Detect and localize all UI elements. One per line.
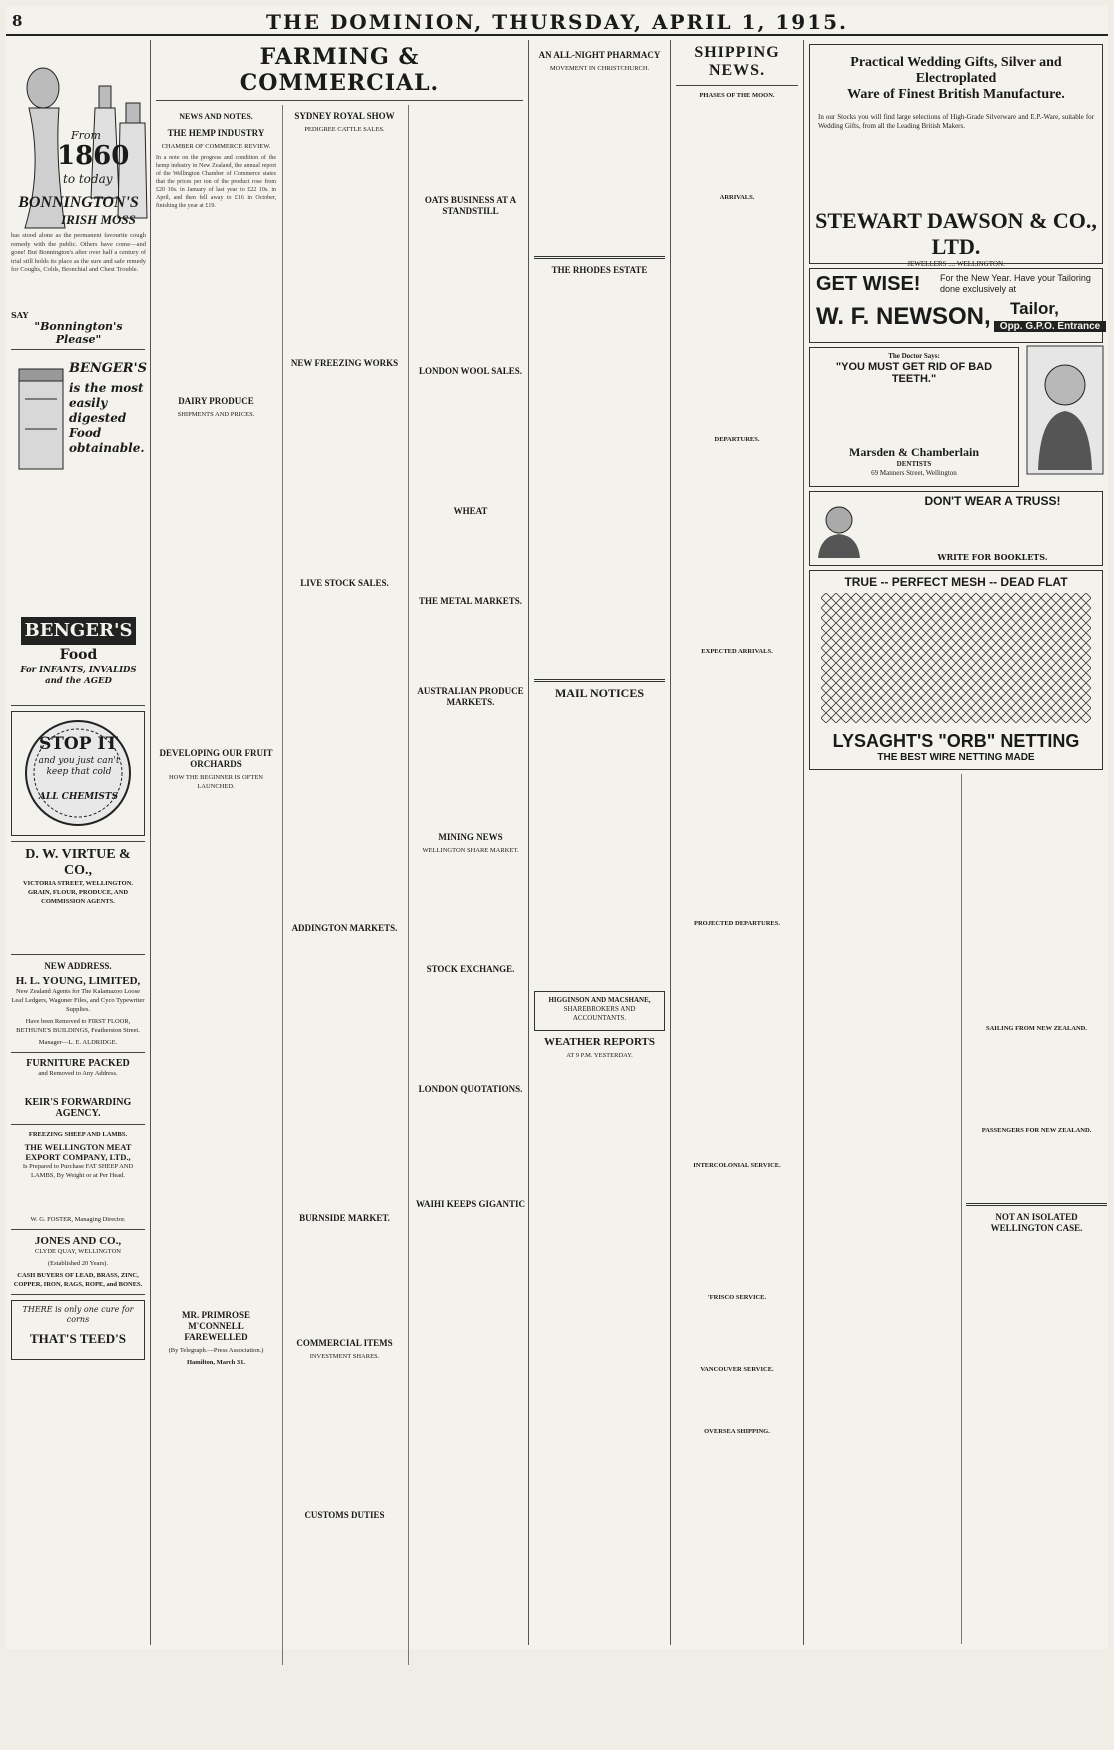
metals-heading: THE METAL MARKETS. bbox=[418, 596, 523, 606]
truss-sub: WRITE FOR BOOKLETS. bbox=[937, 552, 1048, 562]
opp-label: Opp. G.P.O. Entrance bbox=[994, 321, 1106, 332]
marsden-company: Marsden & Chamberlain bbox=[849, 445, 979, 459]
page-number: 8 bbox=[12, 12, 23, 30]
freezing-works-heading: NEW FREEZING WORKS bbox=[290, 358, 399, 368]
young-manager: Manager—L. E. ALDRIDGE. bbox=[38, 1039, 118, 1046]
jones-address: CLYDE QUAY, WELLINGTON bbox=[35, 1248, 121, 1255]
bonnington-brand: BONNINGTON'S bbox=[18, 194, 139, 211]
primrose-subheading: (By Telegraph.—Press Association.) bbox=[168, 1347, 264, 1354]
bonnington-product: IRISH MOSS bbox=[61, 212, 136, 227]
departures-heading: DEPARTURES. bbox=[714, 436, 760, 443]
doctor-portrait-icon bbox=[1026, 345, 1104, 475]
bonnington-please: "Bonnington's Please" bbox=[34, 320, 123, 346]
newyear-label: For the New Year. Have your Tailoring done exclusively at bbox=[940, 273, 1091, 294]
orb-name: LYSAGHT'S "ORB" NETTING bbox=[832, 731, 1080, 751]
young-advert bbox=[11, 961, 145, 1047]
young-company: H. L. YOUNG, LIMITED, bbox=[15, 975, 141, 987]
frisco-heading: 'FRISCO SERVICE. bbox=[707, 1294, 767, 1301]
news-column bbox=[529, 40, 671, 1645]
stopit-title: STOP IT bbox=[38, 734, 119, 754]
truss-heading: DON'T WEAR A TRUSS! bbox=[924, 494, 1061, 508]
young-detail: New Zealand Agents for The Kalamazoo Loose Leaf Ledgers, Wagoner Files, and Cyco Typewriter Supplies. bbox=[11, 988, 145, 1013]
mail-heading: MAIL NOTICES bbox=[554, 686, 645, 700]
customs-heading: CUSTOMS DUTIES bbox=[304, 1510, 385, 1520]
farming-col-a bbox=[156, 105, 276, 1665]
truss-advert bbox=[809, 491, 1103, 566]
rhodes-heading: THE RHODES ESTATE bbox=[551, 265, 648, 275]
moon-heading: PHASES OF THE MOON. bbox=[699, 92, 775, 99]
new-address-heading: NEW ADDRESS. bbox=[44, 961, 112, 971]
stewart-company: STEWART DAWSON & CO., LTD. bbox=[815, 208, 1097, 259]
teeds-line2: THAT'S TEED'S bbox=[30, 1331, 126, 1346]
pharmacy-subheading: MOVEMENT IN CHRISTCHURCH. bbox=[549, 65, 650, 72]
virtue-address: VICTORIA STREET, WELLINGTON. GRAIN, FLOUR, PRODUCE, AND COMMISSION AGENTS. bbox=[22, 880, 134, 905]
teeds-advert bbox=[11, 1300, 145, 1360]
getwise-label: GET WISE! bbox=[816, 273, 921, 295]
keir-advert bbox=[11, 1058, 145, 1119]
wool-heading: LONDON WOOL SALES. bbox=[418, 366, 523, 376]
notes-col-a bbox=[809, 774, 955, 1644]
young-moved: Have been Removed to FIRST FLOOR, BETHUNE'S BUILDINGS, Featherston Street. bbox=[16, 1018, 140, 1034]
marsden-dentists: DENTISTS bbox=[896, 460, 932, 468]
passengers-heading: PASSENGERS FOR NEW ZEALAND. bbox=[981, 1127, 1092, 1134]
sydney-heading: SYDNEY ROYAL SHOW bbox=[294, 111, 395, 121]
stopit-line: and you just can't keep that cold bbox=[38, 756, 120, 777]
fruit-heading: DEVELOPING OUR FRUIT ORCHARDS bbox=[159, 748, 273, 769]
virtue-name: D. W. VIRTUE & CO., bbox=[25, 847, 131, 878]
notes-subcolumns bbox=[809, 774, 1103, 1644]
hemp-body: In a note on the progress and condition of the hemp industry in New Zealand, the annual report of the Wellington Chamber of Commerce states that the prices per ton of the product rose from £20 10s. in January of last year to £22 10s. in April, and then fell away to £16 in October, finishing the year at £19. bbox=[156, 155, 276, 209]
say-label: SAY bbox=[11, 310, 29, 320]
london-quotations-heading: LONDON QUOTATIONS. bbox=[418, 1084, 523, 1094]
bengers-body bbox=[11, 493, 146, 613]
jones-est: (Established 20 Years). bbox=[48, 1260, 108, 1267]
higginson-sub: SHAREBROKERS AND ACCOUNTANTS. bbox=[563, 1005, 636, 1022]
dairy-heading: DAIRY PRODUCE bbox=[178, 396, 254, 406]
notes-col-b bbox=[961, 774, 1107, 1644]
keir-company: KEIR'S FORWARDING AGENCY. bbox=[24, 1097, 132, 1119]
addington-heading: ADDINGTON MARKETS. bbox=[291, 923, 398, 933]
fruit-subheading: HOW THE BEGINNER IS OFTEN LAUNCHED. bbox=[168, 774, 263, 790]
freezing-heading: FREEZING SHEEP AND LAMBS. bbox=[28, 1131, 128, 1138]
wheat-heading: WHEAT bbox=[453, 506, 488, 516]
masthead bbox=[6, 6, 1108, 36]
farming-title: FARMING & COMMERCIAL. bbox=[239, 44, 440, 96]
primrose-heading: MR. PRIMROSE M'CONNELL FAREWELLED bbox=[182, 1310, 250, 1342]
meat-manager: W. G. FOSTER, Managing Director. bbox=[30, 1216, 126, 1223]
orb-top-line: TRUE -- PERFECT MESH -- DEAD FLAT bbox=[844, 575, 1068, 589]
marsden-address: 69 Manners Street, Wellington bbox=[871, 469, 957, 477]
bengers-food: Food bbox=[59, 647, 98, 663]
higginson-name: HIGGINSON AND MACSHANE, bbox=[548, 996, 651, 1004]
stewart-line1: Practical Wedding Gifts, Silver and Electroplated bbox=[850, 55, 1062, 86]
dairy-subheading: SHIPMENTS AND PRICES. bbox=[177, 411, 255, 418]
vancouver-heading: VANCOUVER SERVICE. bbox=[700, 1366, 774, 1373]
jones-buyers: CASH BUYERS OF LEAD, BRASS, ZINC, COPPER, IRON, RAGS, ROPE, and BONES. bbox=[13, 1272, 143, 1288]
portrait-icon bbox=[814, 500, 864, 560]
hemp-heading: THE HEMP INDUSTRY bbox=[167, 128, 265, 138]
teeds-line1: THERE is only one cure for corns bbox=[22, 1305, 134, 1324]
produce-heading: AUSTRALIAN PRODUCE MARKETS. bbox=[417, 686, 524, 707]
weather-subheading: AT 9 P.M. YESTERDAY. bbox=[566, 1052, 633, 1059]
virtue-advert bbox=[11, 847, 145, 949]
newspaper-title: THE DOMINION, THURSDAY, APRIL 1, 1915. bbox=[265, 10, 849, 34]
tailor-label: Tailor, bbox=[1010, 299, 1059, 318]
hemp-subheading: CHAMBER OF COMMERCE REVIEW. bbox=[161, 143, 271, 150]
bengers-for: For INFANTS, INVALIDS and the AGED bbox=[20, 665, 137, 686]
farming-col-b bbox=[282, 105, 402, 1665]
jones-name: JONES AND CO., bbox=[34, 1235, 122, 1247]
mining-subheading: WELLINGTON SHARE MARKET. bbox=[422, 847, 519, 854]
stewart-line2: Ware of Finest British Manufacture. bbox=[847, 87, 1065, 102]
farming-subcolumns bbox=[156, 105, 526, 1665]
arrivals-heading: ARRIVALS. bbox=[719, 194, 755, 201]
sydney-subheading: PEDIGREE CATTLE SALES. bbox=[304, 126, 385, 133]
jones-advert bbox=[11, 1235, 145, 1289]
newson-advert bbox=[809, 268, 1103, 343]
stock-exchange-heading: STOCK EXCHANGE. bbox=[426, 964, 515, 974]
news-notes-heading: NEWS AND NOTES. bbox=[179, 112, 253, 121]
wire-mesh-illustration bbox=[821, 593, 1091, 723]
isolated-case-heading: NOT AN ISOLATED WELLINGTON CASE. bbox=[990, 1212, 1083, 1233]
meat-detail: Is Prepared to Purchase FAT SHEEP AND LAMBS, By Weight or at Per Head. bbox=[22, 1163, 134, 1179]
stopit-chemists: ALL CHEMISTS bbox=[38, 792, 119, 802]
shipping-title: SHIPPING NEWS. bbox=[694, 44, 780, 79]
to-today-label: to today bbox=[63, 172, 113, 186]
live-stock-heading: LIVE STOCK SALES. bbox=[300, 578, 389, 588]
newspaper-page bbox=[6, 6, 1108, 1649]
stewart-sub: JEWELLERS .... WELLINGTON. bbox=[907, 260, 1005, 268]
furniture-heading: FURNITURE PACKED bbox=[26, 1058, 130, 1069]
commercial-heading: COMMERCIAL ITEMS bbox=[296, 1338, 393, 1348]
advert-column-right bbox=[804, 40, 1108, 1645]
year-label: 1860 bbox=[57, 141, 130, 171]
bonnington-advert bbox=[11, 44, 145, 344]
expected-heading: EXPECTED ARRIVALS. bbox=[701, 648, 773, 655]
newson-name: W. F. NEWSON, bbox=[816, 303, 991, 330]
from-label: From bbox=[71, 129, 101, 142]
burnside-heading: BURNSIDE MARKET. bbox=[299, 1213, 390, 1223]
bengers-name: BENGER'S bbox=[69, 361, 147, 376]
higginson-advert bbox=[534, 991, 665, 1031]
bonnington-body: has stood alone as the permanent favourite cough remedy with the public. Others have come—and gone! But Bonnington's after over half a century of trial still holds its place as the sure and safe remedy for Coughs, Colds, Bronchial and Chest Trouble. bbox=[11, 232, 146, 273]
projected-heading: PROJECTED DEPARTURES. bbox=[694, 920, 780, 927]
intercolonial-heading: INTERCOLONIAL SERVICE. bbox=[693, 1162, 781, 1169]
meat-company: THE WELLINGTON MEAT EXPORT COMPANY, LTD., bbox=[24, 1142, 132, 1162]
sailing-heading: SAILING FROM NEW ZEALAND. bbox=[985, 1025, 1087, 1032]
meat-export-advert bbox=[11, 1130, 145, 1224]
shipping-news-column bbox=[671, 40, 804, 1645]
marsden-advert bbox=[809, 347, 1019, 487]
orb-netting-advert bbox=[809, 570, 1103, 770]
overseas-heading: OVERSEA SHIPPING. bbox=[704, 1428, 770, 1435]
commercial-subheading: INVESTMENT SHARES. bbox=[309, 1353, 380, 1360]
bengers-logo: BENGER'S bbox=[21, 617, 136, 645]
furniture-detail: and Removed to Any Address. bbox=[38, 1070, 118, 1077]
farming-commercial-section bbox=[151, 40, 529, 1645]
bengers-tagline: is the most easily digested Food obtainable. bbox=[69, 381, 145, 455]
orb-sub: THE BEST WIRE NETTING MADE bbox=[877, 752, 1035, 763]
bad-teeth-quote: "YOU MUST GET RID OF BAD TEETH." bbox=[835, 361, 993, 385]
pharmacy-heading: AN ALL-NIGHT PHARMACY bbox=[538, 50, 661, 60]
advert-column-left bbox=[6, 40, 151, 1645]
oats-heading: OATS BUSINESS AT A STANDSTILL bbox=[424, 195, 517, 216]
waihi-heading: WAIHI KEEPS GIGANTIC bbox=[415, 1199, 526, 1209]
stopit-advert bbox=[11, 711, 145, 836]
mining-heading: MINING NEWS bbox=[438, 832, 503, 842]
bengers-advert bbox=[11, 355, 145, 700]
doctor-says: The Doctor Says: bbox=[888, 352, 940, 360]
weather-heading: WEATHER REPORTS bbox=[544, 1036, 655, 1048]
primrose-dateline: Hamilton, March 31. bbox=[186, 1359, 245, 1366]
bengers-tin-icon bbox=[11, 359, 71, 479]
stewart-dawson-advert bbox=[809, 44, 1103, 268]
stewart-body: In our Stocks you will find large selections of High-Grade Silverware and E.P.-Ware, suitable for Wedding Gifts, from all the Leading British Makers. bbox=[818, 113, 1094, 130]
farming-col-c bbox=[408, 105, 528, 1665]
